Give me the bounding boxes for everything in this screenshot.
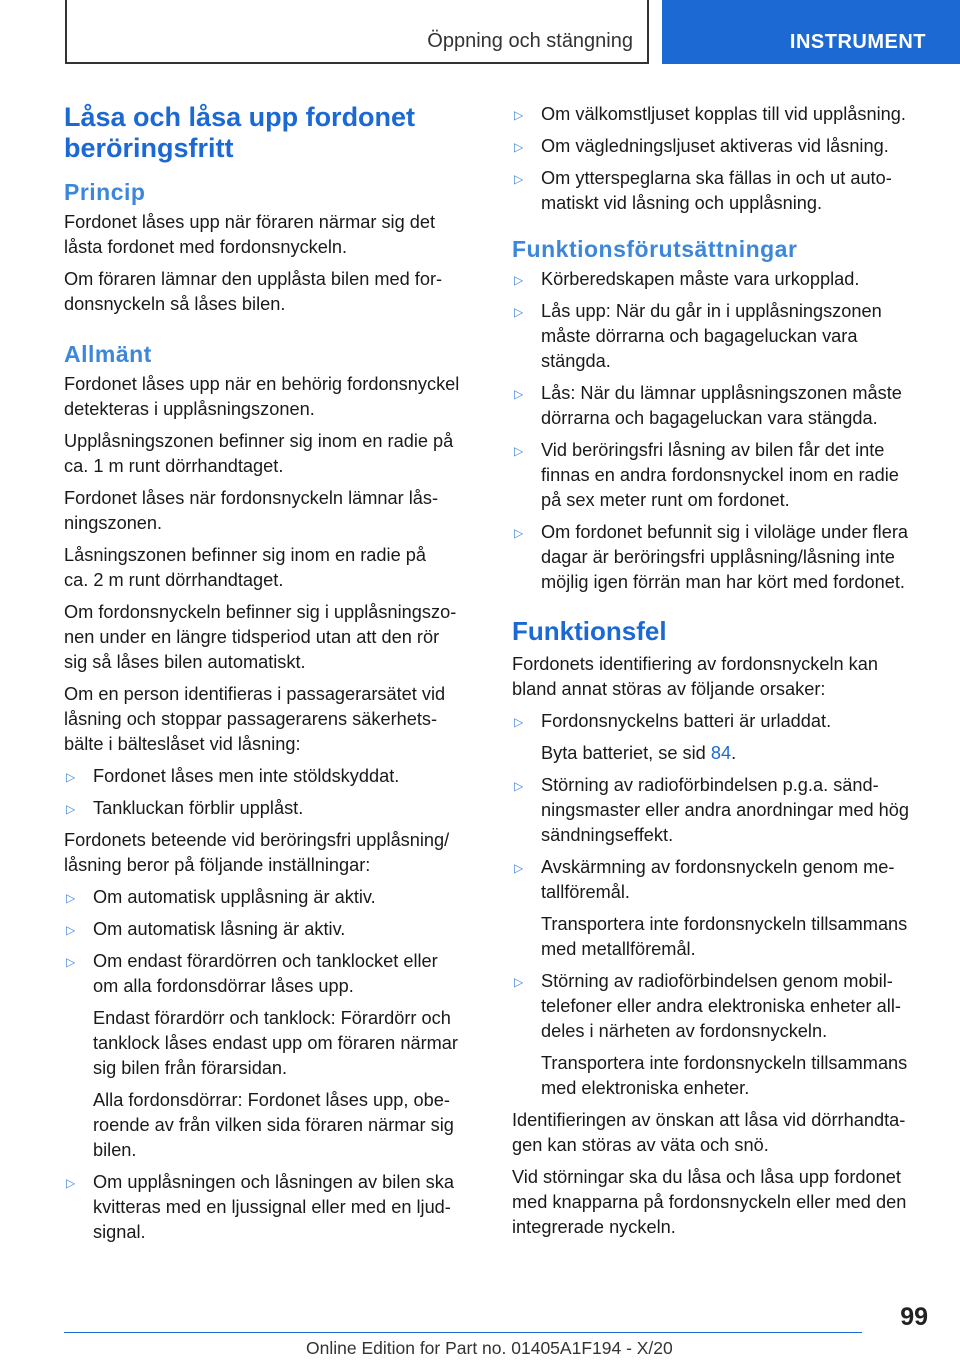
footer-edition: Online Edition for Part no. 01405A1F194 - X/20 — [306, 1338, 673, 1358]
list-item: ▷ Lås upp: När du går in i upplåsningszonen måste dörrarna och bagageluckan vara stängda. — [514, 301, 882, 371]
paragraph: Fordonet låses upp när en behörig fordonsnyckel detekteras i upplåsningszonen. — [64, 374, 460, 419]
list-item: ▷ Fordonsnyckelns batteri är urladdat. Byta batteriet, se sid 84. — [514, 711, 832, 763]
list-item: ▷ Störning av radioförbindelsen genom mobil- telefoner eller andra elektroniska enheter all- deles i närheten av fordonsnyckeln. Transportera inte fordonsnyckeln tillsammans med elektroniska enheter. — [514, 971, 908, 1098]
bullet-list — [64, 885, 482, 1245]
section-tab — [65, 0, 649, 64]
bullet-arrow-icon: ▷ — [514, 975, 524, 989]
heading-funktionsfel: Funktionsfel — [512, 616, 667, 646]
bullet-arrow-icon: ▷ — [514, 526, 524, 540]
paragraph: Fordonet låses när fordonsnyckeln lämnar lås- ningszonen. — [64, 488, 439, 533]
bullet-arrow-icon: ▷ — [514, 779, 524, 793]
paragraph: Upplåsningszonen befinner sig inom en radie på ca. 1 m runt dörrhandtaget. — [64, 431, 454, 476]
page-reference-link[interactable]: 84 — [710, 743, 732, 763]
bullet-arrow-icon: ▷ — [66, 923, 76, 937]
list-item: ▷ Om automatisk upplåsning är aktiv. — [66, 887, 376, 907]
heading-allmant: Allmänt — [64, 341, 152, 367]
list-item: ▷ Lås: När du lämnar upplåsningszonen måste dörrarna och bagageluckan vara stängda. — [514, 383, 902, 428]
right-column — [512, 102, 930, 1247]
paragraph: Låsningszonen befinner sig inom en radie på ca. 2 m runt dörrhandtaget. — [64, 545, 426, 590]
list-item: ▷ Om endast förardörren och tanklocket eller om alla fordonsdörrar låses upp. Endast förardörr och tanklock: Förardörr och tanklock låses endast upp om föraren närmar sig bilen från förarsidan. Alla fordonsdörrar: Fordonet låses upp, obe- roende av från vilken sida föraren närmar sig bilen. — [66, 951, 458, 1160]
bullet-list — [512, 102, 930, 216]
paragraph: Om föraren lämnar den upplåsta bilen med for- donsnyckeln så låses bilen. — [64, 269, 443, 314]
list-item: ▷ Om upplåsningen och låsningen av bilen ska kvitteras med en ljussignal eller med en ljud- signal. — [66, 1172, 454, 1242]
bullet-list — [64, 764, 482, 821]
list-item: ▷ Störning av radioförbindelsen p.g.a. sänd- ningsmaster eller andra anordningar med hög sändningseffekt. — [514, 775, 910, 845]
page-title: Låsa och låsa upp fordonet beröringsfritt — [64, 102, 416, 163]
bullet-arrow-icon: ▷ — [514, 444, 524, 458]
bullet-arrow-icon: ▷ — [66, 770, 76, 784]
chapter-title: INSTRUMENT — [789, 31, 926, 53]
bullet-arrow-icon: ▷ — [66, 891, 76, 905]
paragraph: Om fordonsnyckeln befinner sig i upplåsningszo- nen under en längre tidsperiod utan att den rör sig så låses bilen automatiskt. — [64, 602, 457, 672]
list-item: ▷ Om välkomstljuset kopplas till vid upplåsning. — [514, 104, 906, 124]
bullet-arrow-icon: ▷ — [514, 108, 524, 122]
paragraph: Vid störningar ska du låsa och låsa upp fordonet med knapparna på fordonsnyckeln eller med den integrerade nyckeln. — [512, 1167, 907, 1237]
bullet-arrow-icon: ▷ — [514, 305, 524, 319]
paragraph: Fordonets beteende vid beröringsfri upplåsning/ låsning beror på följande inställningar: — [64, 830, 450, 875]
page-number: 99 — [900, 1303, 928, 1331]
list-item: ▷ Tankluckan förblir upplåst. — [66, 798, 304, 818]
section-title: Öppning och stängning — [427, 30, 633, 52]
bullet-arrow-icon: ▷ — [514, 140, 524, 154]
list-item: ▷ Avskärmning av fordonsnyckeln genom me- tallföremål. Transportera inte fordonsnyckeln tillsammans med metallföremål. — [514, 857, 908, 959]
bullet-arrow-icon: ▷ — [66, 1176, 76, 1190]
footer-divider — [64, 1332, 862, 1333]
list-item: ▷ Körberedskapen måste vara urkopplad. — [514, 269, 860, 289]
heading-princip: Princip — [64, 179, 146, 205]
list-item: ▷ Om automatisk låsning är aktiv. — [66, 919, 346, 939]
bullet-list — [512, 709, 930, 1101]
bullet-arrow-icon: ▷ — [66, 955, 76, 969]
chapter-tab[interactable] — [662, 0, 960, 64]
list-item: ▷ Om fordonet befunnit sig i viloläge under flera dagar är beröringsfri upplåsning/låsning inte möjlig igen förrän man har kört med fordonet. — [514, 522, 908, 592]
paragraph: Identifieringen av önskan att låsa vid dörrhandta- gen kan störas av väta och snö. — [512, 1110, 906, 1155]
bullet-arrow-icon: ▷ — [514, 273, 524, 287]
bullet-arrow-icon: ▷ — [514, 387, 524, 401]
heading-funktionsforutsattningar: Funktionsförutsättningar — [512, 236, 798, 262]
bullet-arrow-icon: ▷ — [66, 802, 76, 816]
paragraph: Fordonet låses upp när föraren närmar sig det låsta fordonet med fordonsnyckeln. — [64, 212, 436, 257]
paragraph: Om en person identifieras i passagerarsätet vid låsning och stoppar passagerarens säkerhets- bälte i bälteslåset vid låsning: — [64, 684, 446, 754]
left-column — [64, 102, 482, 1252]
list-item: ▷ Om vägledningsljuset aktiveras vid låsning. — [514, 136, 889, 156]
list-item: ▷ Om ytterspeglarna ska fällas in och ut auto- matiskt vid låsning och upplåsning. — [514, 168, 892, 213]
page-header — [0, 0, 960, 66]
bullet-arrow-icon: ▷ — [514, 172, 524, 186]
list-item: ▷ Vid beröringsfri låsning av bilen får det inte finnas en andra fordonsnyckel inom en radie på sex meter runt om fordonet. — [514, 440, 899, 510]
paragraph: Fordonets identifiering av fordonsnyckeln kan bland annat störas av följande orsaker: — [512, 654, 878, 699]
bullet-arrow-icon: ▷ — [514, 861, 524, 875]
list-item: ▷ Fordonet låses men inte stöldskyddat. — [66, 766, 400, 786]
bullet-list — [512, 267, 930, 595]
bullet-arrow-icon: ▷ — [514, 715, 524, 729]
